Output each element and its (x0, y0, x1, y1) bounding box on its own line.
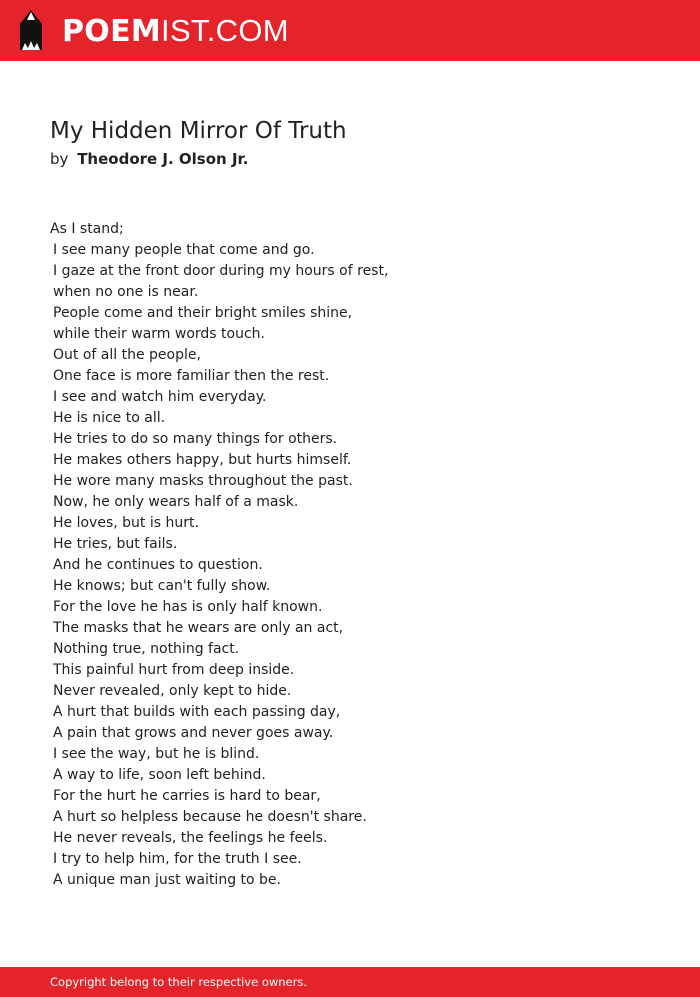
pencil-tip-icon[interactable] (18, 10, 44, 52)
copyright-text: Copyright belong to their respective owners. (50, 975, 308, 989)
by-label: by (50, 150, 69, 168)
poem-title: My Hidden Mirror Of Truth (50, 118, 347, 144)
poem-line: He tries, but fails. (53, 536, 178, 552)
site-header (0, 0, 700, 61)
poem-byline (50, 149, 248, 169)
poem-line: A unique man just waiting to be. (53, 872, 281, 888)
poem-line: People come and their bright smiles shine, (53, 305, 353, 321)
poem-line: A hurt so helpless because he doesn't share. (53, 809, 367, 825)
poem-line: I see many people that come and go. (53, 242, 315, 258)
poem-author: Theodore J. Olson Jr. (77, 150, 249, 168)
poem-line: He tries to do so many things for others. (53, 431, 338, 447)
poem-line: The masks that he wears are only an act, (53, 620, 344, 636)
poem-line: when no one is near. (53, 284, 199, 300)
poem-line: I see the way, but he is blind. (53, 746, 260, 762)
poem-line: Out of all the people, (53, 347, 201, 363)
poem-line: I gaze at the front door during my hours of rest, (53, 263, 389, 279)
poem-line: while their warm words touch. (53, 326, 265, 342)
poem-line: And he continues to question. (53, 557, 263, 573)
poem-line: He knows; but can't fully show. (53, 578, 271, 594)
poem-line: He makes others happy, but hurts himself. (53, 452, 352, 468)
poem-line: He wore many masks throughout the past. (53, 473, 353, 489)
poem-line: For the love he has is only half known. (53, 599, 323, 615)
poem-body (50, 219, 388, 891)
poem-line: He never reveals, the feelings he feels. (53, 830, 328, 846)
poem-line: Now, he only wears half of a mask. (53, 494, 299, 510)
site-logo-link[interactable] (62, 13, 289, 50)
poem-line: I try to help him, for the truth I see. (53, 851, 302, 867)
site-footer (0, 967, 700, 997)
logo-text-light: IST.COM (161, 13, 289, 48)
poem-line: Never revealed, only kept to hide. (53, 683, 292, 699)
poem-line: A pain that grows and never goes away. (53, 725, 334, 741)
poem-line: A way to life, soon left behind. (53, 767, 266, 783)
poem-line: He is nice to all. (53, 410, 166, 426)
poem-line: Nothing true, nothing fact. (53, 641, 240, 657)
poem-line: This painful hurt from deep inside. (53, 662, 295, 678)
poem-line: He loves, but is hurt. (53, 515, 199, 531)
poem-line: For the hurt he carries is hard to bear, (53, 788, 321, 804)
poem-line: As I stand; (50, 221, 124, 237)
poem-line: One face is more familiar then the rest. (53, 368, 330, 384)
poem-line: A hurt that builds with each passing day, (53, 704, 341, 720)
poem-line: I see and watch him everyday. (53, 389, 267, 405)
logo-text-strong: POEM (62, 14, 162, 49)
